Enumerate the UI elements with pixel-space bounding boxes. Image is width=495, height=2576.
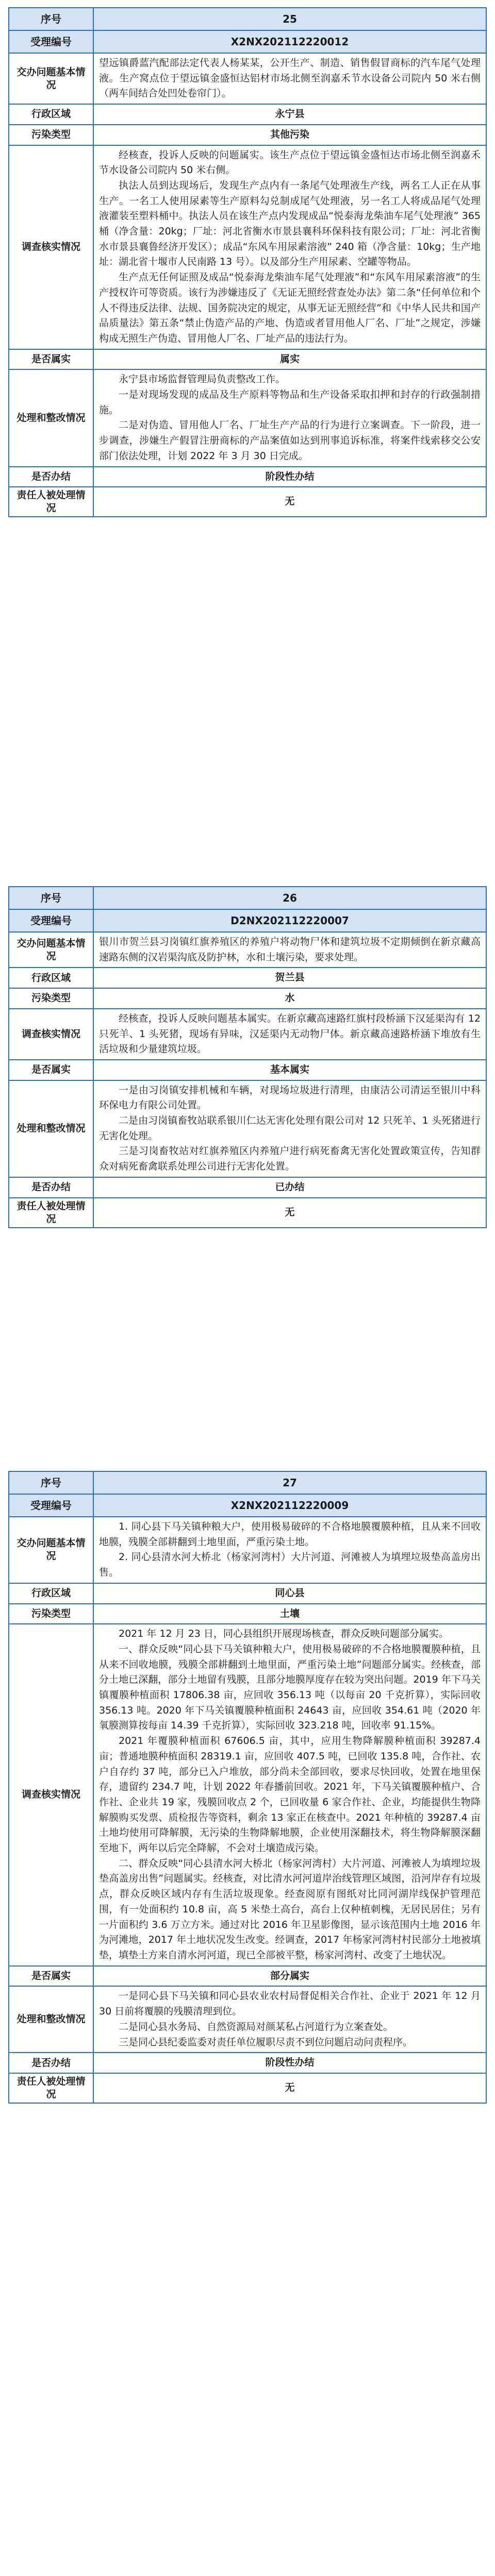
verified-row bbox=[9, 1966, 486, 1987]
seq-label: 序号 bbox=[9, 8, 93, 30]
code-label: 受理编号 bbox=[9, 30, 93, 53]
closed-value: 阶段性办结 bbox=[93, 2053, 486, 2073]
closed-value: 阶段性办结 bbox=[93, 467, 486, 487]
handling-paragraph: 二是同心县水务局、自然资源局对颜某私占河道行为立案查处。 bbox=[119, 2021, 393, 2032]
code-row bbox=[9, 30, 486, 53]
region-label: 行政区域 bbox=[9, 968, 93, 988]
survey-paragraph: 执法人员到达现场后，发现生产点内有一条尾气处理液生产线，两名工人正在从事生产。一名工人使用尿素等生产原料勾兑制成尾气处理液，另一名工人将成品尾气处理液灌装至塑料桶中。执法人员在该生产点内发现成品“悦泰海龙柴油车尾气处理液” 365 桶（净含量：20kg；厂址：河北省衡水市景县襄科环保科技有限公司；厂址：河北省衡水市景县襄鲁经济开发区）；成品“东风车用尿素溶液” 240 箱（净含量：10kg；生产地址：湖北省十堰市人民南路 13 号）。以及部分生产用尿素、空罐等物品。 bbox=[99, 179, 481, 268]
type-value: 土壤 bbox=[93, 1604, 486, 1624]
handling-value bbox=[93, 369, 486, 466]
closed-label: 是否办结 bbox=[9, 2053, 93, 2073]
code-value: X2NX202112220012 bbox=[93, 30, 486, 53]
region-label: 行政区域 bbox=[9, 104, 93, 125]
handling-paragraph: 一是对现场发现的成品及生产原料等物品和生产设备采取扣押和封存的行政强制措施。 bbox=[99, 389, 481, 416]
region-row bbox=[9, 104, 486, 125]
basic-value bbox=[93, 1517, 486, 1583]
type-row bbox=[9, 125, 486, 145]
survey-value bbox=[93, 1624, 486, 1965]
survey-value bbox=[93, 1009, 486, 1060]
verified-label: 是否属实 bbox=[9, 1966, 93, 1987]
code-value: X2NX202112220009 bbox=[93, 1494, 486, 1517]
handling-paragraph: 一是同心县下马关镇和同心县农业农村局督促相关合作社、企业于 2021 年 12 月 30 日前将覆膜的残膜清理到位。 bbox=[99, 1990, 481, 2018]
handling-paragraph: 一是由习岗镇安排机械和车辆，对现场垃圾进行清理，由康洁公司清运至银川中科环保电力有限公司处置。 bbox=[99, 1084, 481, 1111]
survey-paragraph: 经核查，投诉人反映问题基本属实。在新京藏高速路红旗村段桥涵下汉延渠沟有 12 只死羊、1 头死猪，现场有异味，汉延渠内无动物尸体。新京藏高速路桥涵下堆放有生活垃圾和少量建筑垃圾。 bbox=[99, 1012, 481, 1055]
code-row bbox=[9, 1494, 486, 1517]
basic-paragraph: 2. 同心县清水河大桥北（杨家河湾村）大片河道、河滩被人为填埋垃圾垫高盖房出售。 bbox=[99, 1551, 481, 1579]
code-label: 受理编号 bbox=[9, 1494, 93, 1517]
region-value: 贺兰县 bbox=[93, 968, 486, 988]
closed-label: 是否办结 bbox=[9, 467, 93, 487]
verified-value: 基本属实 bbox=[93, 1060, 486, 1080]
accountability-row bbox=[9, 1198, 486, 1228]
seq-value: 26 bbox=[93, 887, 486, 909]
code-label: 受理编号 bbox=[9, 909, 93, 932]
basic-label: 交办问题基本情况 bbox=[9, 932, 93, 968]
basic-row bbox=[9, 1517, 486, 1583]
verified-row bbox=[9, 349, 486, 370]
survey-paragraph: 2021 年覆膜种植面积 67606.5 亩，其中，应用生物降解膜种植面积 39287.4 亩；普通地膜种植面积 28319.1 亩，应回收 407.5 吨，已回收 135.8 吨，合作社、农户自存约 37 吨，部分已入户堆放，部分尚未全部回收，要求尽快回收，处置在地里保存，遗留约 234.7 吨，计划 2022 年春播前回收。2021 年，下马关镇覆膜种植户、合作社、企业共 19 家，残膜回收点 2 个，已回收量 6 家合作社、企业，均能提供生物降解膜购买发票、质检报告等资料，剩余 13 家正在核查中。2021 年种植的 39287.4 亩土地均使用可降解膜，无污染的生物降解地膜，企业使用深翻技术，将生物降解膜深翻至地下，两年以后完全降解，不会对土壤造成污染。 bbox=[99, 1735, 481, 1854]
type-value: 水 bbox=[93, 988, 486, 1009]
type-label: 污染类型 bbox=[9, 988, 93, 1009]
code-row bbox=[9, 909, 486, 932]
verified-label: 是否属实 bbox=[9, 349, 93, 370]
handling-row bbox=[9, 369, 486, 466]
handling-label: 处理和整改情况 bbox=[9, 1986, 93, 2053]
seq-label: 序号 bbox=[9, 887, 93, 909]
record-table bbox=[8, 1471, 487, 2104]
accountability-value: 无 bbox=[93, 2073, 486, 2103]
accountability-label: 责任人被处理情况 bbox=[9, 2073, 93, 2103]
handling-label: 处理和整改情况 bbox=[9, 369, 93, 466]
basic-row bbox=[9, 932, 486, 968]
verified-value: 部分属实 bbox=[93, 1966, 486, 1987]
handling-value bbox=[93, 1080, 486, 1177]
verified-label: 是否属实 bbox=[9, 1060, 93, 1080]
survey-label: 调查核实情况 bbox=[9, 1009, 93, 1060]
type-label: 污染类型 bbox=[9, 1604, 93, 1624]
header-row bbox=[9, 1471, 486, 1494]
handling-paragraph: 三是同心县纪委监委对责任单位履职尽责不到位问题启动问责程序。 bbox=[119, 2036, 413, 2048]
survey-row bbox=[9, 1624, 486, 1965]
type-row bbox=[9, 988, 486, 1009]
survey-paragraph: 2021 年 12 月 23 日，同心县组织开展现场核查，群众反映问题部分属实。 bbox=[119, 1628, 449, 1640]
code-value: D2NX202112220007 bbox=[93, 909, 486, 932]
accountability-row bbox=[9, 2073, 486, 2103]
region-label: 行政区域 bbox=[9, 1583, 93, 1604]
survey-value bbox=[93, 145, 486, 349]
basic-row bbox=[9, 53, 486, 104]
seq-label: 序号 bbox=[9, 1471, 93, 1494]
closed-label: 是否办结 bbox=[9, 1177, 93, 1198]
handling-paragraph: 三是习岗畜牧站对红旗养殖区内养殖户进行病死畜禽无害化处置政策宣传，告知群众对病死畜禽联系处理公司进行无害化处置。 bbox=[99, 1145, 481, 1173]
handling-paragraph: 永宁县市场监督管理局负责整改工作。 bbox=[119, 374, 286, 385]
handling-paragraph: 二是对伪造、冒用他人厂名、厂址生产产品的行为进行立案调查。下一阶段，进一步调查，涉嫌生产假冒注册商标的产品案值如达到刑事追诉标准，将案件线索移交公安部门依法处理，计划 2022 年 3 月 30 日完成。 bbox=[99, 419, 481, 462]
survey-paragraph: 经核查，投诉人反映的问题属实。该生产点位于望远镇金盛恒达市场北侧至润嘉禾节水设备公司院内 50 米右侧。 bbox=[99, 149, 481, 176]
basic-label: 交办问题基本情况 bbox=[9, 53, 93, 104]
accountability-label: 责任人被处理情况 bbox=[9, 1198, 93, 1228]
basic-value: 望远镇爵蓝汽配部法定代表人杨某某，公开生产、制造、销售假冒商标的汽车尾气处理液。生产窝点位于望远镇金盛恒达铝材市场北侧至润嘉禾节水设备公司院内 50 米右侧（两车间结合处凹处卷帘门）。 bbox=[93, 53, 486, 104]
record-table bbox=[8, 886, 487, 1228]
closed-value: 已办结 bbox=[93, 1177, 486, 1198]
seq-value: 25 bbox=[93, 8, 486, 30]
closed-row bbox=[9, 2053, 486, 2073]
survey-paragraph: 一、群众反映“同心县下马关镇种粮大户，使用极易破碎的不合格地膜覆膜种植，且从来不回收地膜，残膜全部耕翻到土地里面，严重污染土地”问题部分属实。经核查，部分土地已深翻，部分土地留有残膜，且部分地膜厚度存在较为突出问题。2019 年下马关镇覆膜种植面积 17806.38 亩，应回收 356.13 吨（以每亩 20 千克折算），实际回收 356.13 吨。2020 年下马关镇覆膜种植面积 24643 亩，应回收 354.61 吨（2020 年氧膜测算按每亩 14.39 千克折算），实际回收 323.218 吨，回收率 91.15%。 bbox=[99, 1643, 481, 1732]
closed-row bbox=[9, 467, 486, 487]
handling-label: 处理和整改情况 bbox=[9, 1080, 93, 1177]
basic-label: 交办问题基本情况 bbox=[9, 1517, 93, 1583]
handling-row bbox=[9, 1080, 486, 1177]
header-row bbox=[9, 887, 486, 909]
survey-row bbox=[9, 145, 486, 349]
type-row bbox=[9, 1604, 486, 1624]
survey-label: 调查核实情况 bbox=[9, 145, 93, 349]
survey-paragraph: 生产点无任何证照及成品“悦泰海龙柴油车尾气处理液”和“东风车用尿素溶液”的生产授权许可等资质。该行为涉嫌违反了《无证无照经营查处办法》第二条“任何单位和个人不得违反法律、法规、国务院决定的规定，从事无证无照经营”和《中华人民共和国产品质量法》第五条“禁止伪造产品的产地、伪造或者冒用他人厂名、厂址”之规定，涉嫌构成无照生产伪造、冒用他人厂名、厂址产品的违法行为。 bbox=[99, 272, 481, 344]
verified-value: 属实 bbox=[93, 349, 486, 370]
accountability-label: 责任人被处理情况 bbox=[9, 487, 93, 517]
handling-value bbox=[93, 1986, 486, 2053]
region-value: 同心县 bbox=[93, 1583, 486, 1604]
handling-paragraph: 二是由习岗镇畜牧站联系银川仁达无害化处理有限公司对 12 只死羊、1 头死猪进行无害化处理。 bbox=[99, 1115, 481, 1142]
basic-value: 银川市贺兰县习岗镇红旗养殖区的养殖户将动物尸体和建筑垃圾不定期倾倒在新京藏高速路东侧的汉岩渠沟底及防护林，水和土壤污染，要求处理。 bbox=[93, 932, 486, 968]
accountability-row bbox=[9, 487, 486, 517]
handling-row bbox=[9, 1986, 486, 2053]
region-row bbox=[9, 968, 486, 988]
record-table bbox=[8, 7, 487, 517]
accountability-value: 无 bbox=[93, 487, 486, 517]
region-value: 永宁县 bbox=[93, 104, 486, 125]
closed-row bbox=[9, 1177, 486, 1198]
seq-value: 27 bbox=[93, 1471, 486, 1494]
header-row bbox=[9, 8, 486, 30]
survey-label: 调查核实情况 bbox=[9, 1624, 93, 1965]
survey-paragraph: 二、群众反映“同心县清水河大桥北（杨家河湾村）大片河道、河滩被人为填埋垃圾垫高盖房出售”问题属实。经核查，对比清水河河道岸治线管理区域图，沿河岸存有垃圾点，群众反映区域内存有生活垃圾现象。经查阅原有图纸对比同河湖岸线保护管理范围，有一处面积约 10.8 亩，高 5 米垫土高台，高台上仅种植刺槐，无居民居住；另有一片面积约 3.6 万立方米。通过对比 2016 年卫星影像图，显示该范围内土地 2016 年为河滩地，2017 年土地状况发生改变。经调查，2017 年杨家河湾村村民部分土地被填垫，填垫土方来自清水河河道，现已全部被平整，杨家河湾村、改变了土地状况。 bbox=[99, 1857, 481, 1961]
type-value: 其他污染 bbox=[93, 125, 486, 145]
verified-row bbox=[9, 1060, 486, 1080]
region-row bbox=[9, 1583, 486, 1604]
type-label: 污染类型 bbox=[9, 125, 93, 145]
survey-row bbox=[9, 1009, 486, 1060]
basic-paragraph: 1. 同心县下马关镇种粮大户，使用极易破碎的不合格地膜覆膜种植，且从来不回收地膜，残膜全部耕翻到土地里面，严重污染土地。 bbox=[99, 1521, 481, 1548]
accountability-value: 无 bbox=[93, 1198, 486, 1228]
